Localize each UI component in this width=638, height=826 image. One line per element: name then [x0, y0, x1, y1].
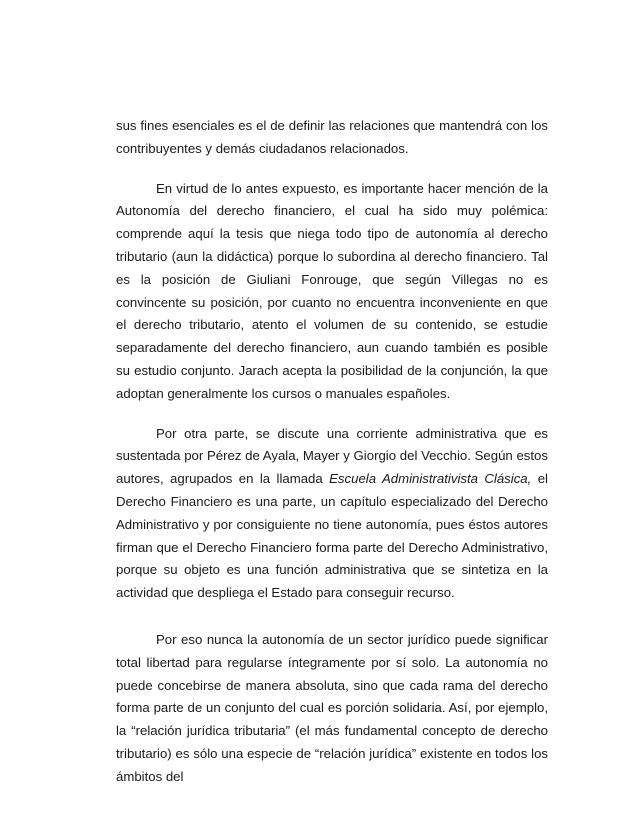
- school-name-italic: Escuela Administrativista Clásica,: [329, 471, 532, 487]
- paragraph-3-text-b: el Derecho Financiero es una parte, un capítulo especializado del Derecho Administrativo y por consiguiente no tiene autonomía, pues éstos autores firman que el Derecho Financiero forma parte del Derecho Administrativo, porque su objeto es una función administrativa que se sintetiza en la actividad que despliega el Estado para conseguir recurso.: [116, 471, 548, 601]
- paragraph-4: [116, 629, 548, 789]
- paragraph-2: [116, 178, 548, 406]
- paragraph-1: [116, 115, 548, 161]
- paragraph-4-text: Por eso nunca la autonomía de un sector jurídico puede significar total libertad para regularse íntegramente por sí solo. La autonomía no puede concebirse de manera absoluta, sino que cada rama del derecho forma parte de un conjunto del cual es porción solidaria. Así, por ejemplo, la “relación jurídica tributaria” (el más fundamental concepto de derecho tributario) es sólo una especie de “relación jurídica” existente en todos los ámbitos del: [116, 631, 548, 784]
- paragraph-3: [116, 423, 548, 605]
- paragraph-2-text: En virtud de lo antes expuesto, es importante hacer mención de la Autonomía del derecho financiero, el cual ha sido muy polémica: comprende aquí la tesis que niega todo tipo de autonomía al derecho tributario (aun la didáctica) porque lo subordina al derecho financiero. Tal es la posición de Giuliani Fonrouge, que según Villegas no es convincente su posición, por cuanto no encuentra inconveniente en que el derecho tributario, atento el volumen de su contenido, se estudie separadamente del derecho financiero, aun cuando también es posible su estudio conjunto. Jarach acepta la posibilidad de la conjunción, la que adoptan generalmente los cursos o manuales españoles.: [116, 180, 548, 401]
- paragraph-1-text: sus fines esenciales es el de definir las relaciones que mantendrá con los contribuyentes y demás ciudadanos relacionados.: [116, 118, 548, 156]
- body-text: [116, 115, 548, 789]
- paragraph-3-text-a: Por otra parte, se discute una corriente administrativa que es sustentada por Pérez de Ayala, Mayer y Giorgio del Vecchio. Según estos autores, agrupados en la llamada: [116, 425, 548, 487]
